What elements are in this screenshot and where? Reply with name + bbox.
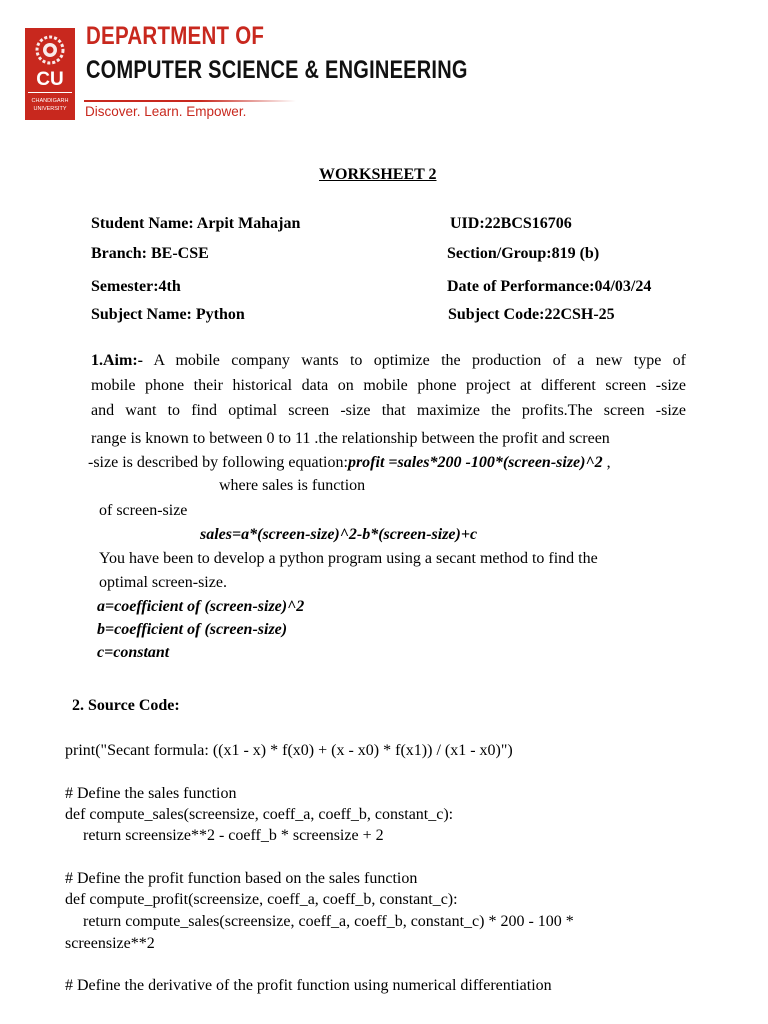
aim-text-1: A mobile company wants to optimize the production of a new type of bbox=[153, 352, 686, 369]
sales-equation: sales=a*(screen-size)^2-b*(screen-size)+c bbox=[200, 526, 478, 543]
aim-line-5 bbox=[88, 450, 611, 475]
aim-line-6: where sales is function bbox=[219, 477, 366, 494]
aim-line-5-text: -size is described by following equation: bbox=[88, 454, 348, 471]
header-divider bbox=[84, 100, 296, 102]
aim-line-7: of screen-size bbox=[99, 502, 188, 519]
branch: Branch: BE-CSE bbox=[91, 245, 209, 262]
code-return-sales: return screensize**2 - coeff_b * screensize + 2 bbox=[83, 827, 384, 844]
code-def-compute-profit: def compute_profit(screensize, coeff_a, coeff_b, constant_c): bbox=[65, 891, 458, 908]
section-group: Section/Group:819 (b) bbox=[447, 245, 600, 262]
aim-line-2: mobile phone their historical data on mobile phone project at different screen -size bbox=[91, 377, 686, 394]
logo-text: CU bbox=[36, 69, 64, 90]
gear-emblem-icon bbox=[25, 28, 75, 120]
tagline: Discover. Learn. Empower. bbox=[85, 104, 247, 119]
aim-line-8: You have been to develop a python program using a secant method to find the bbox=[99, 550, 598, 567]
code-comment-sales: # Define the sales function bbox=[65, 785, 237, 802]
code-comment-derivative: # Define the derivative of the profit function using numerical differentiation bbox=[65, 977, 552, 994]
aim-line-5-end: , bbox=[602, 454, 611, 471]
definition-c: c=constant bbox=[97, 644, 170, 661]
aim-line-1 bbox=[91, 352, 686, 370]
aim-line-3: and want to find optimal screen -size that maximize the profits.The screen -size bbox=[91, 402, 686, 419]
code-return-profit: return compute_sales(screensize, coeff_a, coeff_b, constant_c) * 200 - 100 * bbox=[83, 913, 574, 930]
definition-b: b=coefficient of (screen-size) bbox=[97, 621, 288, 638]
profit-equation: profit =sales*200 -100*(screen-size)^2 bbox=[347, 454, 603, 471]
aim-line-4: range is known to between 0 to 11 .the relationship between the profit and screen bbox=[91, 430, 610, 447]
logo-caption-2: UNIVERSITY bbox=[33, 106, 67, 112]
semester: Semester:4th bbox=[91, 278, 181, 295]
uid: UID:22BCS16706 bbox=[450, 215, 572, 232]
university-logo bbox=[25, 28, 75, 120]
definition-a: a=coefficient of (screen-size)^2 bbox=[97, 598, 305, 615]
logo-caption-1: CHANDIGARH bbox=[31, 98, 69, 104]
code-line-print: print("Secant formula: ((x1 - x) * f(x0) + (x - x0) * f(x1)) / (x1 - x0)") bbox=[65, 742, 513, 759]
subject-code: Subject Code:22CSH-25 bbox=[448, 306, 615, 323]
department-title-line1: DEPARTMENT OF bbox=[86, 22, 265, 50]
aim-line-9: optimal screen-size. bbox=[99, 574, 227, 591]
code-return-profit-cont: screensize**2 bbox=[65, 935, 155, 952]
code-comment-profit: # Define the profit function based on the sales function bbox=[65, 870, 418, 887]
student-name: Student Name: Arpit Mahajan bbox=[91, 215, 301, 232]
department-title-line2: COMPUTER SCIENCE & ENGINEERING bbox=[86, 56, 468, 84]
worksheet-title: WORKSHEET 2 bbox=[319, 166, 437, 183]
code-def-compute-sales: def compute_sales(screensize, coeff_a, coeff_b, constant_c): bbox=[65, 806, 454, 823]
aim-label: 1.Aim:- bbox=[91, 352, 143, 369]
subject-name: Subject Name: Python bbox=[91, 306, 245, 323]
source-code-heading: 2. Source Code: bbox=[72, 697, 180, 714]
date-of-performance: Date of Performance:04/03/24 bbox=[447, 278, 652, 295]
